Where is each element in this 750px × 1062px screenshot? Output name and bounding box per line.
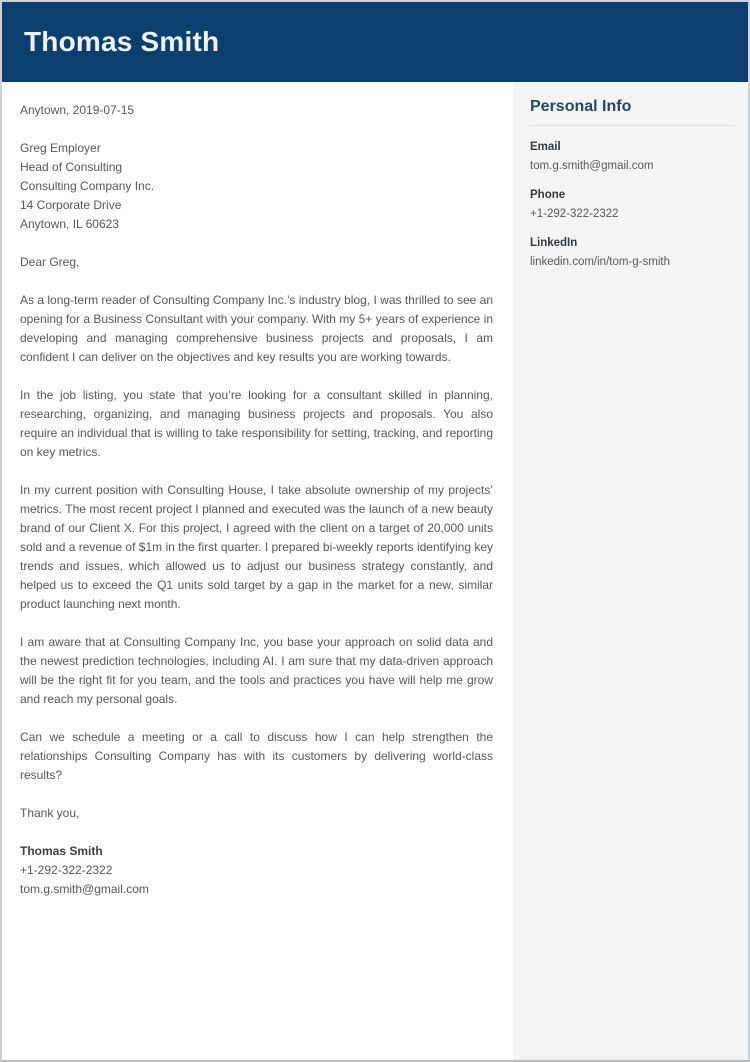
personal-info-sidebar: [513, 82, 748, 1060]
salutation: Dear Greg,: [20, 255, 80, 269]
letter-paragraph: I am aware that at Consulting Company Inc, you base your approach on solid data and the newest prediction technologies, including AI. I am sure that my data-driven approach will be the right fit for you team, and the tools and practices you have will help me grow and reach my personal goals.: [20, 635, 493, 706]
info-item-email: [530, 140, 734, 174]
letter-main-column: [2, 82, 513, 1060]
letter-paragraph: In my current position with Consulting House, I take absolute ownership of my projects’ metrics. The most recent project I planned and executed was the launch of a new beauty brand of our Client X. For this project, I agreed with the client on a target of 20,000 units sold and a revenue of $1m in the first quarter. I prepared bi-weekly reports identifying key trends and issues, which allowed us to adjust our business strategy constantly, and helped us to exceed the Q1 units sold target by a gap in the market for a new, similar product launching next month.: [20, 483, 493, 611]
recipient-line: Consulting Company Inc.: [20, 179, 155, 193]
info-value-phone: +1-292-322-2322: [530, 208, 619, 220]
info-label-linkedin: LinkedIn: [530, 237, 578, 249]
letter-date: Anytown, 2019-07-15: [20, 103, 135, 117]
letter-body-wrap: [2, 82, 748, 1060]
signature-email: tom.g.smith@gmail.com: [20, 882, 149, 896]
letter-paragraph: In the job listing, you state that you’re looking for a consultant skilled in planning, researching, organizing, and managing business projects and proposals. You also require an individual that is willing to take responsibility for setting, tracking, and reporting on key metrics.: [20, 388, 493, 459]
recipient-line: Anytown, IL 60623: [20, 217, 119, 231]
signature-block: [20, 842, 493, 899]
info-value-linkedin: linkedin.com/in/tom-g-smith: [530, 256, 670, 268]
letter-header: [2, 2, 748, 82]
letter-paragraph: As a long-term reader of Consulting Company Inc.’s industry blog, I was thrilled to see an opening for a Business Consultant with your company. With my 5+ years of experience in developing and managing comprehensive business projects and proposals, I am confident I can deliver on the objectives and key results you are working towards.: [20, 293, 494, 364]
info-item-linkedin: [530, 236, 734, 270]
recipient-line: Greg Employer: [20, 141, 101, 155]
recipient-block: [20, 139, 493, 234]
letter-paragraph: Can we schedule a meeting or a call to discuss how I can help strengthen the relationships Consulting Company has with its customers by delivering world-class results?: [20, 730, 493, 782]
recipient-line: 14 Corporate Drive: [20, 198, 122, 212]
signature-name: Thomas Smith: [20, 844, 103, 858]
sidebar-divider: [530, 125, 734, 126]
signature-phone: +1-292-322-2322: [20, 863, 113, 877]
sidebar-title: Personal Info: [530, 98, 632, 115]
info-label-phone: Phone: [530, 189, 566, 201]
info-value-email: tom.g.smith@gmail.com: [530, 160, 654, 172]
info-label-email: Email: [530, 141, 561, 153]
applicant-name: Thomas Smith: [24, 26, 220, 57]
info-item-phone: [530, 188, 734, 222]
closing-line: Thank you,: [20, 806, 80, 820]
recipient-line: Head of Consulting: [20, 160, 123, 174]
